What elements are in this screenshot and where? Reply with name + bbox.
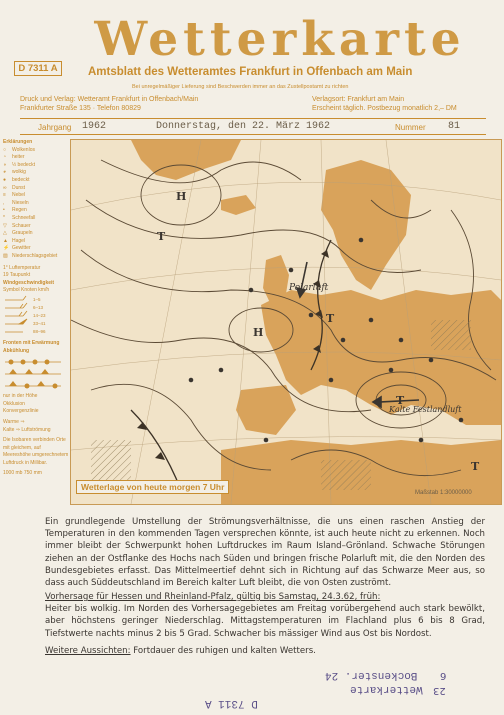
legend-front-item: Konvergenzlinie [3, 408, 39, 415]
pressure-low-2: T [326, 312, 335, 325]
legend-symbol-icon: ▽ [3, 222, 7, 229]
document-title: Wetterkarte [94, 12, 466, 67]
legend-front-item: Okklusion [3, 400, 25, 407]
publisher-line-1: Druck und Verlag: Wetteramt Frankfurt in Offenbach/Main [20, 96, 199, 103]
legend-item-label: Regen [12, 207, 27, 214]
legend-item-label: bedeckt [12, 176, 30, 183]
bottom-id-stamp: D 7311 A [205, 697, 258, 709]
legend-item-label: Schauer [12, 222, 31, 229]
legend-symbol-icon: • [3, 207, 5, 214]
svg-text:1–5: 1–5 [33, 296, 41, 302]
legend-item [3, 245, 69, 253]
legend-item-label: heiter [12, 154, 25, 161]
legend-symbol-icon: △ [3, 230, 7, 237]
address-stamp-1: Wetterkarte [350, 683, 423, 695]
address-stamp-2: Bockenster. 24 [325, 669, 418, 681]
label-kalte-festlandluft: Kalte Festlandluft [389, 405, 462, 414]
legend-symbol-icon: ▲ [3, 237, 8, 244]
legend-item [3, 192, 69, 200]
legend-iso-2: 19 Taupunkt [3, 272, 31, 279]
svg-text:6–13: 6–13 [33, 304, 44, 310]
stamp-code: 23 [433, 685, 446, 696]
forecast-heading: Vorhersage für Hessen und Rheinland-Pfalz, gültig bis Samstag, 24.3.62, früh: [45, 592, 381, 602]
legend-symbol-icon: ○ [3, 146, 7, 153]
legend-item-label: Hagel [12, 237, 26, 244]
legend-item-label: Nieseln [12, 199, 29, 206]
nummer-value: 81 [448, 121, 461, 132]
legend-symbol-icon: ≡ [3, 192, 6, 199]
legend-symbol-icon: ⚡ [3, 245, 10, 252]
legend-panel: Erklärungen ○ Wolkenlos ◔ heiter ◑ ½ bedeckt ◕ wolkig ● bedeckt ∞ Dunst ≡ Nebel , Nieseln • Regen * Schneefall ▽ Schauer △ Graupeln ▲ Hagel ⚡ Gewitter ▨ Niederschlagsgebiet 1° Luftemperatur 19 Taupunkt Windgeschwindigkeit Symbol Knoten km/h 1–5 6–13 14–23 33–41 88–96 Fronten mit Erwärmung Abkühlung nur in der Höhe Okklusion Konvergenzlinie Warme ⇒ Kalte ⇒ Luftströmung Die Isobaren verbinden Orte mit gleichem, auf Meereshöhe umgerechnetem Luftdruck in Millibar. 1000 mb 750 mm [3, 139, 69, 476]
legend-wind-title: Windgeschwindigkeit [3, 279, 55, 286]
outlook-section [45, 645, 485, 657]
svg-text:88–96: 88–96 [33, 328, 46, 334]
outlook-heading: Weitere Aussichten: [45, 646, 131, 656]
legend-item [3, 253, 69, 261]
legend-item-label: Graupeln [12, 230, 33, 237]
wind-symbols-icon [3, 295, 63, 335]
svg-text:14–23: 14–23 [33, 312, 46, 318]
legend-item [3, 223, 69, 231]
legend-symbol-icon: ∞ [3, 184, 7, 191]
jahrgang-value: 1962 [82, 121, 107, 132]
legend-air-cold: Kalte [3, 426, 15, 433]
map-caption: Wetterlage von heute morgen 7 Uhr [76, 480, 229, 494]
legend-air-label: Luftströmung [21, 426, 51, 433]
pressure-high-2: H [253, 326, 264, 339]
legend-item-label: Gewitter [12, 245, 31, 252]
weather-summary [45, 516, 485, 589]
legend-item [3, 177, 69, 185]
place-line-2: Erscheint täglich. Postbezug monatlich 2,– DM [312, 105, 457, 112]
legend-item-label: Niederschlagsgebiet [12, 252, 58, 259]
summary-paragraph: Ein grundlegende Umstellung der Strömungsverhältnisse, die uns einen raschen Anstieg der Temperaturen in den kommenden Tagen versprechen könnte, ist auch heute nicht zu erkennen. Noch immer bleibt der Schwerpunkt hohen Luftdruckes im Raum Island–Grönland. Schwache Störungen ziehen an der Ostflanke des Hochs nach Süden und bringen frische Polarluft mit, die den Norden des Bundesgebietes erfasst. Das Mittelmeertief dehnt sich in Richtung auf das Schwarze Meer aus, so dass auch Süddeutschland im Bereich kalter Luft bleibt, die von Osten zuströmt. [45, 517, 485, 589]
legend-iso-1: 1° Luftemperatur [3, 264, 41, 271]
publisher-line-2: Frankfurter Straße 135 · Telefon 80829 [20, 105, 141, 112]
document-subtitle: Amtsblatt des Wetteramtes Frankfurt in Offenbach am Main [88, 66, 413, 78]
front-symbols-icon [3, 356, 65, 390]
outlook-text: Fortdauer des ruhigen und kalten Wetters. [133, 646, 316, 656]
legend-item-label: Dunst [12, 184, 26, 191]
legend-item [3, 215, 69, 223]
legend-item-label: ½ bedeckt [12, 161, 36, 168]
legend-item-label: wolkig [12, 169, 26, 176]
legend-item [3, 154, 69, 162]
legend-front-title: Fronten mit Erwärmung Abkühlung [3, 340, 60, 355]
legend-item-label: Wolkenlos [12, 146, 35, 153]
legend-symbol-icon: * [3, 214, 5, 221]
jahrgang-label: Jahrgang [38, 123, 72, 132]
pressure-low-3: T [396, 394, 405, 407]
pressure-high-1: H [176, 190, 187, 203]
legend-symbol-icon: ◔ [3, 154, 7, 161]
pressure-low-4: T [471, 460, 480, 473]
legend-item [3, 169, 69, 177]
legend-items [3, 147, 69, 261]
place-line-1: Verlagsort: Frankfurt am Main [312, 96, 405, 103]
svg-text:33–41: 33–41 [33, 320, 46, 326]
legend-item [3, 207, 69, 215]
legend-mb-line: 1000 mb 750 mm [3, 469, 42, 476]
header-rule [20, 118, 486, 119]
legend-symbol-icon: ● [3, 176, 7, 183]
map-scale: Maßstab 1:30000000 [415, 490, 472, 496]
legend-wind-cols: Symbol Knoten km/h [3, 287, 50, 294]
legend-item-label: Schneefall [12, 214, 36, 221]
pressure-low-1: T [157, 230, 166, 243]
legend-item [3, 185, 69, 193]
legend-front-item: nur in der Höhe [3, 393, 38, 400]
legend-item [3, 230, 69, 238]
meta-rule [20, 134, 486, 135]
stamp-number: 6 [440, 670, 447, 681]
legend-symbol-icon: ◑ [3, 161, 7, 168]
legend-item [3, 147, 69, 155]
legend-item [3, 162, 69, 170]
legend-front-items [3, 393, 69, 416]
forecast-section [45, 591, 485, 640]
legend-symbol-icon: ▨ [3, 252, 8, 259]
legend-symbol-icon: , [3, 199, 5, 206]
weather-map [70, 139, 502, 505]
legend-iso-note: Die Isobaren verbinden Orte mit gleichem, auf Meereshöhe umgerechnetem Luftdruck in Millibar. [3, 437, 69, 466]
legend-air-warm: Warme [3, 419, 19, 426]
legend-symbol-icon: ◕ [3, 169, 7, 176]
forecast-text: Heiter bis wolkig. Im Norden des Vorhersagegebietes am Freitag vorübergehend auch stark bewölkt, aber höchstens geringer Niederschlag. Mittagstemperaturen im Flachland plus 6 bis 8 Grad, Tiefstwerte nachts minus 2 bis 5 Grad. Schwacher bis mässiger Wind aus Ost bis Nordost. [45, 604, 485, 639]
nummer-label: Nummer [395, 123, 426, 132]
label-polarluft: Polarluft [289, 283, 329, 293]
legend-title: Erklärungen [3, 139, 33, 145]
legend-item [3, 200, 69, 208]
legend-item-label: Nebel [12, 192, 26, 199]
delivery-note: Bei unregelmäßiger Lieferung sind Beschwerden immer an das Zustellpostamt zu richten [132, 84, 349, 90]
document-id: D 7311 A [14, 61, 62, 76]
issue-date: Donnerstag, den 22. März 1962 [156, 121, 331, 132]
